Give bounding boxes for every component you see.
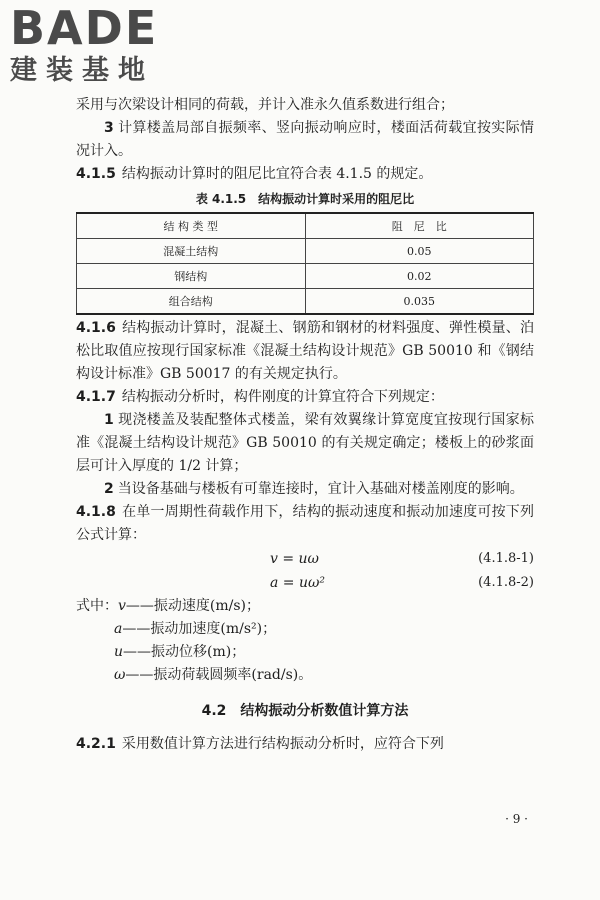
- item-number: 2: [104, 481, 114, 497]
- symbol-desc: ——振动加速度(m/s²)；: [122, 621, 277, 637]
- formula-expression: a = uω²: [270, 575, 326, 591]
- table-cell: 混凝土结构: [77, 239, 306, 264]
- table-cell: 0.035: [305, 289, 534, 315]
- clause-4-2-1: [76, 733, 534, 756]
- table-header-row: [77, 213, 534, 239]
- clause-4-1-5: [76, 163, 534, 186]
- formula-label: (4.1.8-2): [478, 575, 534, 590]
- symbol-item: [76, 641, 534, 664]
- page-number: · 9 ·: [505, 812, 528, 826]
- page-content: [76, 94, 534, 756]
- clause-4-1-7: [76, 386, 534, 409]
- item-4-1-7-2: [76, 478, 534, 501]
- table-cell: 0.05: [305, 239, 534, 264]
- logo: [10, 1, 159, 88]
- clause-4-1-6: [76, 317, 534, 386]
- table-row: [77, 264, 534, 289]
- formula-label: (4.1.8-1): [478, 551, 534, 566]
- item-text: 计算楼盖局部自振频率、竖向振动响应时，楼面活荷载宜按实际情况计入。: [76, 120, 534, 159]
- symbol-var: v: [118, 598, 126, 614]
- symbol-item: [76, 664, 534, 687]
- item-4-1-7-1: [76, 409, 534, 478]
- clause-number: 4.1.8: [76, 504, 116, 520]
- clause-number: 4.1.6: [76, 320, 116, 336]
- table-row: [77, 239, 534, 264]
- symbol-item: [76, 618, 534, 641]
- symbol-var: u: [114, 644, 124, 660]
- symbol-desc: ——振动位移(m)；: [123, 644, 246, 660]
- logo-subtitle: 建装基地: [10, 55, 154, 86]
- table-cell: 0.02: [305, 264, 534, 289]
- item-text: 当设备基础与楼板有可靠连接时，宜计入基础对楼盖刚度的影响。: [117, 481, 524, 497]
- table-caption: 表 4.1.5 结构振动计算时采用的阻尼比: [195, 192, 415, 206]
- table-header-cell: 阻 尼 比: [305, 213, 534, 239]
- table-row: [77, 289, 534, 315]
- table-header-cell: 结 构 类 型: [77, 213, 306, 239]
- item-3: [76, 117, 534, 163]
- table-cell: 组合结构: [77, 289, 306, 315]
- clause-number: 4.1.5: [76, 166, 116, 182]
- formula-4-1-8-1: [76, 547, 534, 571]
- formula-4-1-8-2: [76, 571, 534, 595]
- paragraph-continuation: 采用与次梁设计相同的荷载，并计入准永久值系数进行组合；: [76, 97, 454, 113]
- clause-4-1-8: [76, 501, 534, 547]
- symbol-definitions: [76, 595, 534, 687]
- symbol-desc: ——振动速度(m/s)；: [125, 598, 261, 614]
- item-number: 3: [104, 120, 114, 136]
- symbol-item: [76, 595, 534, 618]
- symbol-desc: ——振动荷载圆频率(rad/s)。: [125, 667, 313, 683]
- symbols-prefix: 式中：: [76, 598, 118, 614]
- symbol-var: a: [114, 621, 123, 637]
- clause-text: 在单一周期性荷载作用下，结构的振动速度和振动加速度可按下列公式计算：: [76, 504, 534, 543]
- table-cell: 钢结构: [77, 264, 306, 289]
- item-text: 现浇楼盖及装配整体式楼盖，梁有效翼缘计算宽度宜按现行国家标准《混凝土结构设计规范》GB 50010 的有关规定确定；楼板上的砂浆面层可计入厚度的 1/2 计算；: [76, 412, 534, 474]
- formula-expression: v = uω: [270, 551, 319, 567]
- clause-number: 4.2.1: [76, 736, 116, 752]
- clause-number: 4.1.7: [76, 389, 116, 405]
- section-title: 4.2 结构振动分析数值计算方法: [201, 703, 409, 719]
- damping-table: [76, 212, 534, 315]
- clause-text: 结构振动分析时，构件刚度的计算宜符合下列规定：: [121, 389, 444, 405]
- symbol-var: ω: [114, 667, 126, 683]
- clause-text: 结构振动计算时，混凝土、钢筋和钢材的材料强度、弹性模量、泊松比取值应按现行国家标准《混凝土结构设计规范》GB 50010 和《钢结构设计标准》GB 50017 的有关规定执行。: [76, 320, 534, 382]
- logo-wordmark: BADE: [10, 1, 159, 55]
- item-number: 1: [104, 412, 114, 428]
- clause-text: 结构振动计算时的阻尼比宜符合表 4.1.5 的规定。: [121, 166, 433, 182]
- clause-text: 采用数值计算方法进行结构振动分析时，应符合下列: [121, 736, 444, 752]
